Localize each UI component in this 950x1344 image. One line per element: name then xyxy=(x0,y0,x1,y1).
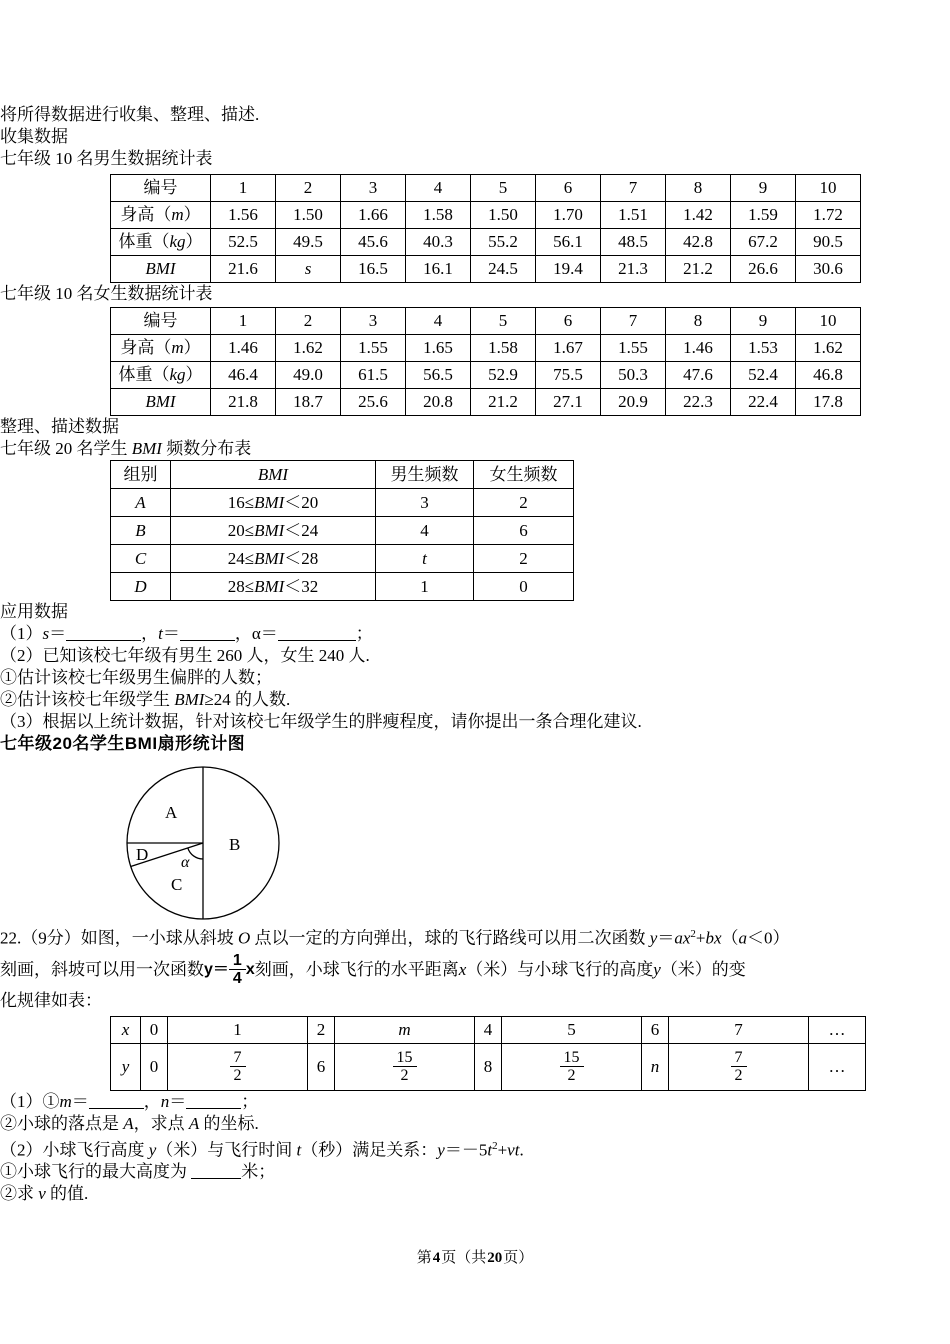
table-cell: 10 xyxy=(796,308,861,335)
table-cell: BMI xyxy=(111,256,211,283)
table-row xyxy=(111,229,861,256)
var-n: n xyxy=(160,1091,170,1111)
table-row xyxy=(111,389,861,416)
table-cell: 体重（kg） xyxy=(111,362,211,389)
table-cell xyxy=(502,1043,642,1090)
girls-stats-table xyxy=(110,307,861,416)
var-y: y xyxy=(653,959,661,979)
table-row xyxy=(111,308,861,335)
table-cell: 47.6 xyxy=(666,362,731,389)
table-cell: 1.67 xyxy=(536,335,601,362)
table-cell xyxy=(335,1043,475,1090)
table-row xyxy=(111,545,574,573)
text-part: 的值. xyxy=(45,1184,89,1204)
var-point-a: A xyxy=(188,1113,200,1133)
text-part: . xyxy=(519,1140,524,1160)
table-cell: 1.59 xyxy=(731,202,796,229)
table-cell: 4 xyxy=(406,175,471,202)
text-part: ， xyxy=(143,1091,161,1111)
text-part: ＝－5 xyxy=(444,1140,488,1160)
var-y: y xyxy=(649,928,658,948)
var-t: t xyxy=(158,624,163,643)
table-cell: … xyxy=(809,1016,866,1043)
var-bx: bx xyxy=(705,928,722,948)
table-cell: 2 xyxy=(308,1016,335,1043)
table-cell: m xyxy=(335,1016,475,1043)
answer-blank-alpha xyxy=(278,625,356,641)
text-part: ； xyxy=(241,1091,259,1111)
alpha-angle-arc xyxy=(188,848,203,859)
table-cell: 1.42 xyxy=(666,202,731,229)
text-part: ； xyxy=(355,624,373,643)
text-part: 刻画，斜坡可以用一次函数 xyxy=(0,959,204,979)
table-cell: 56.5 xyxy=(406,362,471,389)
table-cell: 1.56 xyxy=(211,202,276,229)
xy-values-table xyxy=(110,1016,866,1091)
text-part: （2）小球飞行高度 xyxy=(0,1140,149,1160)
table-row xyxy=(111,461,574,489)
text-part: y＝ xyxy=(204,960,229,978)
table-cell: 61.5 xyxy=(341,362,406,389)
table-cell: 1.58 xyxy=(406,202,471,229)
table-cell: 16≤BMI＜20 xyxy=(171,489,376,517)
table-cell: 7 xyxy=(669,1016,809,1043)
pie-label-alpha: α xyxy=(181,854,190,871)
table-cell: B xyxy=(111,517,171,545)
text-part: ②小球的落点是 xyxy=(0,1113,124,1133)
intro-line: 将所得数据进行收集、整理、描述. xyxy=(0,105,260,124)
table-cell: BMI xyxy=(171,461,376,489)
table-cell: 9 xyxy=(731,308,796,335)
table-cell: 24≤BMI＜28 xyxy=(171,545,376,573)
exponent: 2 xyxy=(492,1139,498,1152)
q22-line-2 xyxy=(0,950,950,990)
table-row xyxy=(111,202,861,229)
table-cell: 3 xyxy=(376,489,474,517)
table-cell: D xyxy=(111,573,171,601)
table-cell: 4 xyxy=(475,1016,502,1043)
table-cell: C xyxy=(111,545,171,573)
table-cell: x xyxy=(111,1016,141,1043)
text-part: ，α＝ xyxy=(234,624,278,643)
table-cell: 1.46 xyxy=(211,335,276,362)
table-row xyxy=(111,1043,866,1090)
pie-label-b: B xyxy=(229,835,241,854)
table-cell: y xyxy=(111,1043,141,1090)
table-cell: 67.2 xyxy=(731,229,796,256)
q22-part2-line xyxy=(0,1113,950,1135)
pie-chart-title: 七年级20名学生BMI扇形统计图 xyxy=(0,734,246,753)
table-row xyxy=(111,489,574,517)
var-x: x xyxy=(458,959,467,979)
fraction: $\frac{7}{2}$ xyxy=(731,1049,747,1085)
table-cell: 21.2 xyxy=(471,389,536,416)
text-part: 页（共 xyxy=(441,1250,487,1266)
table-cell: 27.1 xyxy=(536,389,601,416)
table-cell: 5 xyxy=(471,308,536,335)
table-cell: 24.5 xyxy=(471,256,536,283)
table-cell: 编号 xyxy=(111,308,211,335)
table-cell: 1 xyxy=(168,1016,308,1043)
text-part: 频数分布表 xyxy=(161,439,252,458)
fraction: $\frac{15}{2}$ xyxy=(393,1049,417,1085)
table-cell: 7 xyxy=(601,308,666,335)
text-part: 七年级 20 名学生 xyxy=(0,439,132,458)
table-cell: 52.5 xyxy=(211,229,276,256)
table-cell: 26.6 xyxy=(731,256,796,283)
text-part: 第 xyxy=(416,1250,432,1266)
table-cell: 28≤BMI＜32 xyxy=(171,573,376,601)
table-cell: 8 xyxy=(666,308,731,335)
q22-part4-line xyxy=(0,1161,950,1183)
var-t: t xyxy=(487,1140,493,1160)
table-row xyxy=(111,573,574,601)
table-cell: 2 xyxy=(474,545,574,573)
table-cell: … xyxy=(809,1043,866,1090)
table-cell: 25.6 xyxy=(341,389,406,416)
table-cell: 1.46 xyxy=(666,335,731,362)
table-cell: 30.6 xyxy=(796,256,861,283)
table-cell: 编号 xyxy=(111,175,211,202)
table-cell: 90.5 xyxy=(796,229,861,256)
table-cell: 0 xyxy=(141,1043,168,1090)
table-cell: 身高（m） xyxy=(111,202,211,229)
table-cell: 21.6 xyxy=(211,256,276,283)
fraction: $\frac{7}{2}$ xyxy=(230,1049,246,1085)
text-part: x xyxy=(245,960,255,978)
table-cell: 1.72 xyxy=(796,202,861,229)
table-cell: 1 xyxy=(211,308,276,335)
fraction-one-fourth xyxy=(229,952,246,988)
table-cell: 19.4 xyxy=(536,256,601,283)
text-part: ，求点 xyxy=(133,1113,189,1133)
text-part: ＝ xyxy=(162,624,180,643)
var-a: a xyxy=(738,928,748,948)
exponent: 2 xyxy=(690,928,696,940)
table-cell: 52.9 xyxy=(471,362,536,389)
table-cell: 6 xyxy=(536,308,601,335)
text-part: （米）与小球飞行的高度 xyxy=(466,959,654,979)
table-cell: 1.65 xyxy=(406,335,471,362)
pie-label-c: C xyxy=(171,875,183,894)
bmi-var: BMI xyxy=(131,439,162,458)
text-part: （1）① xyxy=(0,1091,60,1111)
text-part: ＜0） xyxy=(747,928,790,948)
bmi-var: BMI xyxy=(174,690,205,709)
table-row xyxy=(111,175,861,202)
question-2-sub2 xyxy=(0,689,950,711)
table-cell: 20.8 xyxy=(406,389,471,416)
table-cell xyxy=(669,1043,809,1090)
table-cell: BMI xyxy=(111,389,211,416)
table-cell: 49.5 xyxy=(276,229,341,256)
table-cell: 46.4 xyxy=(211,362,276,389)
text-part: ①小球飞行的最大高度为 xyxy=(0,1162,192,1182)
table-cell: 1.66 xyxy=(341,202,406,229)
table-cell: 20≤BMI＜24 xyxy=(171,517,376,545)
table-cell: 1.55 xyxy=(601,335,666,362)
table-cell: 16.1 xyxy=(406,256,471,283)
table-cell: 2 xyxy=(276,308,341,335)
table-cell: 18.7 xyxy=(276,389,341,416)
table-cell: 46.8 xyxy=(796,362,861,389)
table-cell: 1.62 xyxy=(796,335,861,362)
table-cell: 48.5 xyxy=(601,229,666,256)
table-cell: 55.2 xyxy=(471,229,536,256)
text-part: 的坐标. xyxy=(199,1113,259,1133)
table-cell: 身高（m） xyxy=(111,335,211,362)
table-cell: n xyxy=(642,1043,669,1090)
table-cell: 8 xyxy=(666,175,731,202)
table-cell: 75.5 xyxy=(536,362,601,389)
table-cell: 1.70 xyxy=(536,202,601,229)
table-cell: 6 xyxy=(474,517,574,545)
boys-stats-table xyxy=(110,174,861,283)
table-cell: 49.0 xyxy=(276,362,341,389)
table-cell: 16.5 xyxy=(341,256,406,283)
table-row xyxy=(111,362,861,389)
text-part: ＝ xyxy=(169,1091,187,1111)
text-part: 点以一定的方向弹出，球的飞行路线可以用二次函数 xyxy=(250,928,650,948)
var-o: O xyxy=(238,928,251,948)
text-part: （ xyxy=(721,928,739,948)
table-cell: 6 xyxy=(536,175,601,202)
q22-part5-line xyxy=(0,1183,950,1205)
table-cell: 42.8 xyxy=(666,229,731,256)
question-2-sub1: ①估计该校七年级男生偏胖的人数； xyxy=(0,668,272,687)
table-cell: 10 xyxy=(796,175,861,202)
question-2-line: （2）已知该校七年级有男生 260 人，女生 240 人. xyxy=(0,646,370,665)
var-s: s xyxy=(42,624,50,643)
table-cell: 1.50 xyxy=(471,202,536,229)
pie-chart xyxy=(123,763,283,923)
table-cell: 50.3 xyxy=(601,362,666,389)
table-cell: 2 xyxy=(276,175,341,202)
question-3-line: （3）根据以上统计数据，针对该校七年级学生的胖瘦程度，请你提出一条合理化建议. xyxy=(0,712,642,731)
table-cell: 21.2 xyxy=(666,256,731,283)
text-part: 刻画，小球飞行的水平距离 xyxy=(254,959,459,979)
table-cell: 45.6 xyxy=(341,229,406,256)
text-part: ②求 xyxy=(0,1184,39,1204)
question-1-line xyxy=(0,623,950,645)
q22-part1-line xyxy=(0,1091,950,1113)
table-cell: 21.8 xyxy=(211,389,276,416)
answer-blank-s xyxy=(66,625,141,641)
table-cell: 17.8 xyxy=(796,389,861,416)
table-cell: 6 xyxy=(308,1043,335,1090)
table-cell: 4 xyxy=(406,308,471,335)
var-ax: ax xyxy=(674,928,691,948)
text-part: ②估计该校七年级学生 xyxy=(0,690,175,709)
text-part: （1） xyxy=(0,624,43,643)
table-cell: 8 xyxy=(475,1043,502,1090)
table-cell: 9 xyxy=(731,175,796,202)
table-cell: 7 xyxy=(601,175,666,202)
linear-function-formula xyxy=(204,952,255,988)
answer-blank-t xyxy=(180,625,235,641)
table-cell: 1 xyxy=(376,573,474,601)
text-part: + xyxy=(695,928,706,948)
pie-label-d: D xyxy=(136,845,149,864)
fraction: $\frac{15}{2}$ xyxy=(560,1049,584,1085)
text-part: ≥24 的人数. xyxy=(204,690,291,709)
var-point-a: A xyxy=(123,1113,134,1133)
table-cell: 22.4 xyxy=(731,389,796,416)
table-cell: 1.51 xyxy=(601,202,666,229)
q22-line-3: 化规律如表： xyxy=(0,990,102,1010)
table-cell: 6 xyxy=(642,1016,669,1043)
table-cell: 1 xyxy=(211,175,276,202)
text-part: ＝ xyxy=(49,624,67,643)
table-row xyxy=(111,517,574,545)
text-part: ， xyxy=(141,624,159,643)
organize-data-heading: 整理、描述数据 xyxy=(0,417,119,436)
text-part: （秒）满足关系： xyxy=(301,1140,438,1160)
table-cell: A xyxy=(111,489,171,517)
table-cell: 2 xyxy=(474,489,574,517)
table-cell: 20.9 xyxy=(601,389,666,416)
table-cell: 男生频数 xyxy=(376,461,474,489)
text-part: 页） xyxy=(503,1250,534,1266)
table-row xyxy=(111,335,861,362)
bmi-frequency-table xyxy=(110,460,574,601)
var-y: y xyxy=(148,1140,157,1160)
var-m: m xyxy=(59,1091,72,1111)
freq-table-title xyxy=(0,438,950,460)
table-cell: 1.55 xyxy=(341,335,406,362)
answer-blank-n xyxy=(186,1093,241,1109)
table-row xyxy=(111,1016,866,1043)
table-cell: 女生频数 xyxy=(474,461,574,489)
fraction-numerator: 1 xyxy=(229,952,246,971)
var-y: y xyxy=(437,1140,445,1160)
table-cell: 组别 xyxy=(111,461,171,489)
girls-table-title: 七年级 10 名女生数据统计表 xyxy=(0,284,213,303)
table-cell: 1.50 xyxy=(276,202,341,229)
table-cell: s xyxy=(276,256,341,283)
answer-blank-height xyxy=(191,1163,241,1179)
table-cell: 0 xyxy=(141,1016,168,1043)
table-cell: 3 xyxy=(341,308,406,335)
text-part: 22.（9分）如图，一小球从斜坡 xyxy=(0,928,238,948)
text-part: ＝ xyxy=(71,1091,89,1111)
table-cell: 52.4 xyxy=(731,362,796,389)
page-footer xyxy=(0,1246,950,1267)
table-cell: 21.3 xyxy=(601,256,666,283)
page-number: 4 xyxy=(432,1250,441,1266)
text-part: + xyxy=(497,1140,508,1160)
text-part: 米； xyxy=(241,1162,276,1182)
var-vt: vt xyxy=(507,1140,520,1160)
table-cell: 1.58 xyxy=(471,335,536,362)
table-cell: 5 xyxy=(502,1016,642,1043)
q22-part3-line xyxy=(0,1135,950,1162)
q22-line-1 xyxy=(0,923,950,950)
boys-table-title: 七年级 10 名男生数据统计表 xyxy=(0,149,213,168)
text-part: ＝ xyxy=(657,928,675,948)
text-part: （米）与飞行时间 xyxy=(156,1140,297,1160)
apply-data-heading: 应用数据 xyxy=(0,602,68,621)
table-cell: 3 xyxy=(341,175,406,202)
var-v: v xyxy=(38,1184,46,1204)
table-cell xyxy=(168,1043,308,1090)
var-t: t xyxy=(296,1140,302,1160)
table-cell: 5 xyxy=(471,175,536,202)
fraction-denominator: 4 xyxy=(232,970,242,988)
table-cell: 40.3 xyxy=(406,229,471,256)
table-cell: 体重（kg） xyxy=(111,229,211,256)
text-part: （米）的变 xyxy=(660,959,746,979)
collect-data-heading: 收集数据 xyxy=(0,127,68,146)
answer-blank-m xyxy=(89,1093,144,1109)
table-cell: 0 xyxy=(474,573,574,601)
total-pages: 20 xyxy=(487,1250,503,1266)
pie-label-a: A xyxy=(165,803,178,822)
table-cell: 1.53 xyxy=(731,335,796,362)
table-row xyxy=(111,256,861,283)
table-cell: 1.62 xyxy=(276,335,341,362)
table-cell: t xyxy=(376,545,474,573)
table-cell: 22.3 xyxy=(666,389,731,416)
table-cell: 56.1 xyxy=(536,229,601,256)
table-cell: 4 xyxy=(376,517,474,545)
